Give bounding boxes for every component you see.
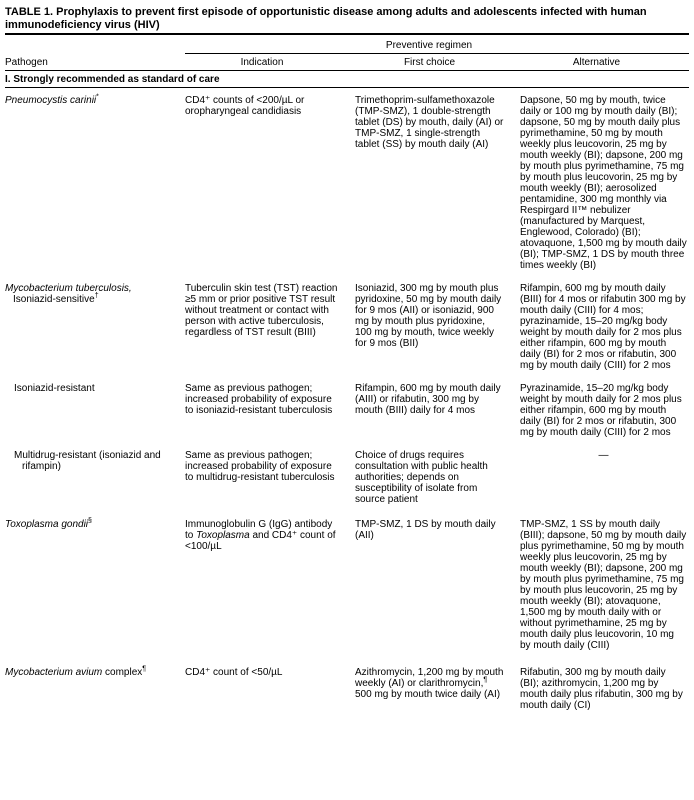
pathogen-cell (5, 271, 185, 371)
table-row-toxoplasma-gondii (5, 505, 689, 651)
indication-cell: CD4⁺ counts of <200/µL or oropharyngeal candidiasis (185, 95, 305, 117)
table-row-mycobacterium-avium-complex (5, 651, 689, 711)
footnote-marker: * (96, 93, 99, 101)
pathogen-name: Toxoplasma gondii (5, 519, 89, 530)
pathogen-cell (5, 371, 185, 438)
first-choice-text: 500 mg by mouth twice daily (AI) (355, 689, 501, 700)
pathogen-cell (5, 88, 185, 272)
footnote-marker: ¶ (483, 676, 488, 684)
column-header-first-choice: First choice (355, 54, 520, 71)
alternative-cell: Rifabutin, 300 mg by mouth daily (BI); azithromycin, 1,200 mg by mouth daily plus rifabutin, 300 mg by mouth daily (CI) (520, 667, 683, 711)
pathogen-subtype-label: Multidrug-resistant (isoniazid and rifampin) (14, 450, 161, 472)
column-header-alternative: Alternative (520, 54, 689, 71)
table-row-pneumocystis-carinii (5, 88, 689, 272)
alternative-cell: — (598, 450, 609, 461)
pathogen-cell (5, 651, 185, 711)
footnote-marker: † (94, 292, 99, 300)
pathogen-name-suffix: complex (102, 667, 143, 678)
indication-text: and CD4⁺ count of <100/µL (185, 530, 336, 552)
first-choice-cell: Isoniazid, 300 mg by mouth plus pyridoxine, 50 mg by mouth daily for 9 mos (AII) or isoniazid, 900 mg by mouth plus pyridoxine, 100 mg by mouth, twice weekly for 9 mos (BII) (355, 283, 502, 349)
pathogen-cell (5, 438, 185, 505)
alternative-cell: TMP-SMZ, 1 SS by mouth daily (BIII); dapsone, 50 mg by mouth daily plus pyrimethamine, 50 mg by mouth weekly plus leucovorin, 25 mg by mouth weekly (BI); dapsone, 200 mg by mouth plus pyrimethamine, 75 mg by mouth plus leucovorin, 25 mg by mouth weekly (BI); atovaquone, 1,500 mg by mouth daily with or without pyrimethamine, 25 mg by mouth daily plus leucovorin, 10 mg by mouth daily (CIII) (520, 519, 687, 651)
table-title: TABLE 1. Prophylaxis to prevent first episode of opportunistic disease among adults and adolescents infected with human immunodeficiency virus (HIV) (5, 6, 689, 35)
pathogen-subtype-label: Isoniazid-resistant (14, 383, 95, 394)
indication-cell: Same as previous pathogen; increased probability of exposure to multidrug-resistant tuberculosis (185, 450, 335, 483)
footnote-marker: § (88, 517, 92, 525)
table-row-tuberculosis-isoniazid-sensitive (5, 271, 689, 371)
indication-cell (185, 505, 355, 651)
pathogen-name: Pneumocystis carinii (5, 95, 97, 106)
table-row-tuberculosis-multidrug-resistant (5, 438, 689, 505)
section-heading-row (5, 71, 689, 88)
indication-cell: Tuberculin skin test (TST) reaction ≥5 mm or prior positive TST result without treatment or contact with person with active tuberculosis, regardless of TST result (BIII) (185, 283, 338, 338)
first-choice-cell: Rifampin, 600 mg by mouth daily (AIII) or rifabutin, 300 mg by mouth (BIII) daily for 4 mos (355, 383, 501, 416)
first-choice-cell: Choice of drugs requires consultation with public health authorities; depends on susceptibility of isolate from source patient (355, 450, 488, 505)
pathogen-name: Mycobacterium avium (5, 667, 103, 678)
pathogen-subtype-label: Isoniazid-sensitive (13, 294, 95, 305)
preventive-regimen-header: Preventive regimen (185, 38, 689, 54)
first-choice-cell (355, 651, 520, 711)
indication-cell: Same as previous pathogen; increased probability of exposure to isoniazid-resistant tuberculosis (185, 383, 333, 416)
first-choice-text: Azithromycin, 1,200 mg by mouth weekly (AI) or clarithromycin, (355, 667, 504, 689)
first-choice-cell: Trimethoprim-sulfamethoxazole (TMP-SMZ), 1 double-strength tablet (DS) by mouth, daily (AI) or TMP-SMZ, 1 single-strength tablet (SS) by mouth daily (AI) (355, 95, 504, 150)
first-choice-cell: TMP-SMZ, 1 DS by mouth daily (AII) (355, 519, 496, 541)
alternative-cell: Rifampin, 600 mg by mouth daily (BIII) for 4 mos or rifabutin 300 mg by mouth daily (CIII) for 4 mos; pyrazinamide, 15–20 mg/kg body weight by mouth daily for 2 mos plus either rifampin, 600 mg by mouth daily (BI) for 2 mos or rifabutin, 300 mg by mouth daily (CIII) for 2 mos (520, 283, 686, 371)
header-spacer (5, 38, 185, 54)
pathogen-name: Mycobacterium tuberculosis, (5, 283, 132, 294)
indication-organism-name: Toxoplasma (196, 530, 250, 541)
footnote-marker: ¶ (142, 665, 147, 673)
indication-cell: CD4⁺ count of <50/µL (185, 667, 283, 678)
alternative-cell: Pyrazinamide, 15–20 mg/kg body weight by mouth daily for 2 mos plus either rifampin, 600 mg by mouth daily (BI) for 2 mos or rifabutin, 300 mg by mouth daily (CIII) for 2 mos (520, 383, 682, 438)
section-heading: I. Strongly recommended as standard of care (5, 71, 689, 88)
pathogen-subtype (5, 294, 99, 305)
table-row-tuberculosis-isoniazid-resistant (5, 371, 689, 438)
column-header-pathogen: Pathogen (5, 54, 185, 71)
column-header-row (5, 54, 689, 71)
pathogen-cell (5, 505, 185, 651)
prophylaxis-table (5, 38, 689, 711)
column-header-indication: Indication (185, 54, 355, 71)
indication-text: Immunoglobulin G (IgG) antibody to (185, 519, 333, 541)
preventive-regimen-header-row (5, 38, 689, 54)
alternative-cell: Dapsone, 50 mg by mouth, twice daily or 100 mg by mouth daily (BI); dapsone, 50 mg by mouth daily plus pyrimethamine, 50 mg by mouth weekly plus leucovorin, 25 mg by mouth weekly (BI); dapsone, 200 mg by mouth plus pyrimethamine, 75 mg by mouth plus leucovorin, 25 mg by mouth weekly (BI); aerosolized pentamidine, 300 mg monthly via Respirgard II™ nebulizer (manufactured by Marquest, Englewood, Colorado) (BI); atovaquone, 1,500 mg by mouth daily (BI); TMP-SMZ, 1 DS by mouth three times weekly (BI) (520, 95, 687, 271)
